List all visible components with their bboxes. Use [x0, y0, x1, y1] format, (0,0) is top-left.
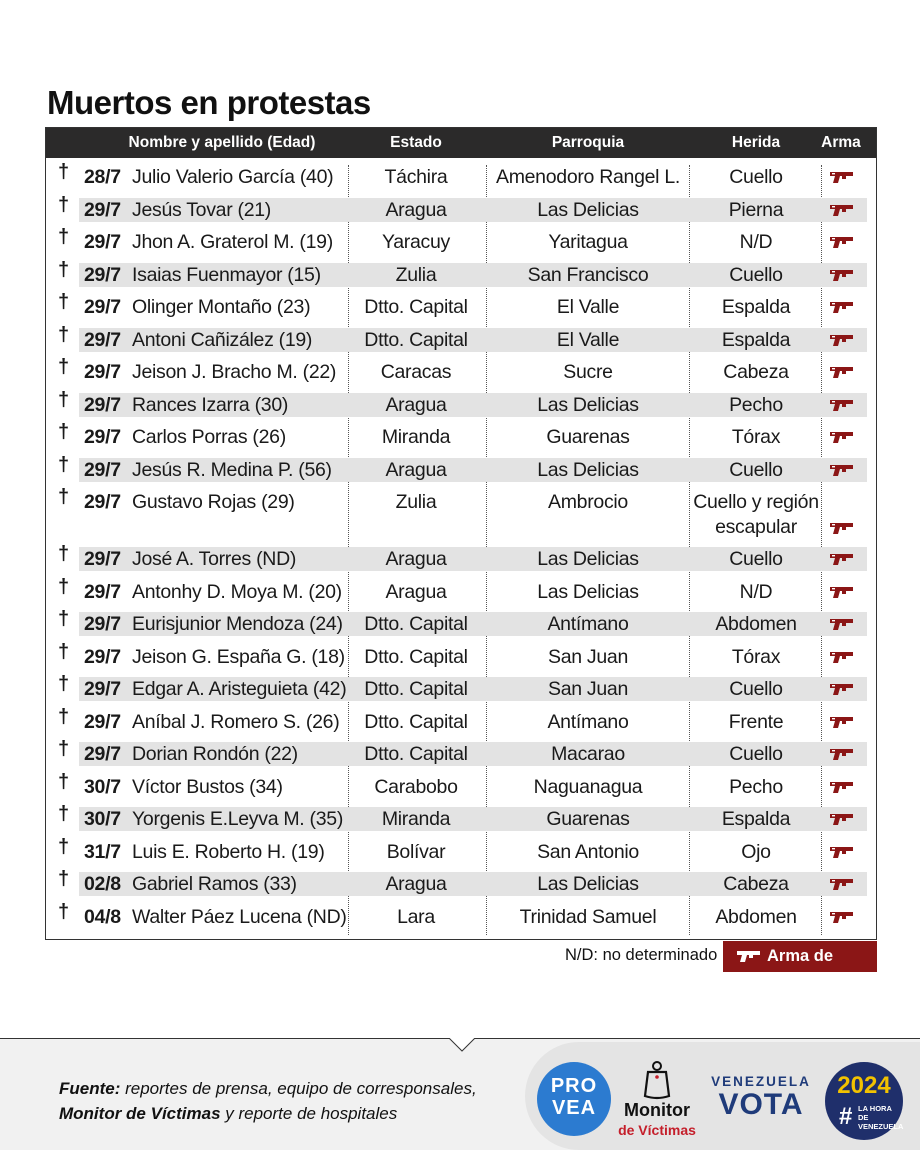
- row-herida: Pecho: [729, 775, 783, 798]
- gun-icon: [829, 910, 855, 924]
- row-date: 29/7: [84, 426, 121, 448]
- row-estado: Dtto. Capital: [364, 645, 468, 668]
- table-row: [46, 770, 876, 808]
- row-parroquia: Las Delicias: [537, 580, 639, 603]
- cross-icon: †: [58, 608, 69, 630]
- gun-icon: [829, 430, 855, 444]
- cross-icon: †: [58, 900, 69, 923]
- la-hora-de-venezuela-logo: 2024 # LA HORA DE VENEZUELA: [825, 1062, 903, 1140]
- gun-icon: [829, 617, 855, 631]
- row-date: 04/8: [84, 905, 121, 928]
- row-estado: Zulia: [395, 491, 437, 513]
- table-row: [46, 608, 876, 645]
- row-estado: Aragua: [385, 873, 447, 895]
- table-row: [46, 575, 876, 613]
- gun-icon: [829, 203, 855, 217]
- row-parroquia: Trinidad Samuel: [519, 905, 657, 928]
- gun-icon: [829, 552, 855, 566]
- row-date: 29/7: [84, 328, 121, 351]
- gun-icon: [829, 682, 855, 696]
- row-herida: Espalda: [721, 328, 791, 351]
- header-name: Nombre y apellido (Edad): [128, 134, 316, 151]
- gun-icon: [829, 333, 855, 347]
- row-parroquia: Antímano: [547, 710, 629, 733]
- row-date: 30/7: [84, 808, 121, 830]
- row-herida: Cuello: [729, 678, 783, 700]
- row-date: 29/7: [84, 678, 121, 700]
- row-estado: Aragua: [385, 458, 447, 481]
- gun-icon: [829, 365, 855, 379]
- row-herida: Cabeza: [723, 361, 789, 383]
- table-row: [46, 193, 876, 231]
- gun-icon: [829, 845, 855, 859]
- row-herida: Cabeza: [723, 873, 789, 895]
- gun-icon: [829, 521, 855, 535]
- row-name: Jeison J. Bracho M. (22): [132, 361, 337, 383]
- row-estado: Zulia: [395, 263, 437, 286]
- row-date: 02/8: [84, 873, 121, 895]
- row-estado: Dtto. Capital: [364, 743, 468, 765]
- table-row: [46, 453, 876, 491]
- row-parroquia: San Francisco: [527, 263, 649, 286]
- venezuela-vota-logo: VENEZUELA VOTA: [711, 1074, 811, 1121]
- cross-icon: †: [58, 258, 69, 281]
- row-parroquia: Guarenas: [546, 808, 630, 830]
- cross-icon: †: [58, 575, 69, 598]
- victims-table: [45, 127, 877, 940]
- row-estado: Aragua: [385, 580, 447, 603]
- row-estado: Lara: [397, 905, 435, 928]
- row-estado: Dtto. Capital: [364, 328, 468, 351]
- row-estado: Yaracuy: [382, 231, 450, 253]
- row-name: Gustavo Rojas (29): [132, 491, 295, 513]
- row-estado: Dtto. Capital: [364, 613, 468, 635]
- gun-icon: [829, 463, 855, 477]
- gun-icon: [829, 268, 855, 282]
- table-row: [46, 356, 876, 393]
- row-parroquia: El Valle: [556, 296, 620, 318]
- row-parroquia: Las Delicias: [537, 873, 639, 895]
- provea-logo: PRO VEA: [537, 1062, 611, 1136]
- gun-icon: [829, 650, 855, 664]
- row-parroquia: Las Delicias: [537, 458, 639, 481]
- row-date: 30/7: [84, 775, 121, 798]
- row-parroquia: San Antonio: [537, 840, 639, 863]
- row-name: Luis E. Roberto H. (19): [132, 840, 325, 863]
- row-herida: Espalda: [721, 296, 791, 318]
- row-herida: Ojo: [741, 840, 771, 863]
- row-estado: Caracas: [380, 361, 452, 383]
- row-name: Dorian Rondón (22): [132, 743, 298, 765]
- row-parroquia: Las Delicias: [537, 198, 639, 221]
- row-estado: Aragua: [385, 393, 447, 416]
- table-row: [46, 421, 876, 458]
- table-row: [46, 291, 876, 328]
- row-herida: Cuello: [729, 458, 783, 481]
- cross-icon: †: [58, 453, 69, 476]
- row-herida: Cuello y región escapular: [693, 491, 819, 538]
- table-row: [46, 388, 876, 426]
- row-name: Julio Valerio García (40): [132, 166, 334, 188]
- monitor-victimas-logo: Monitor de Víctimas: [612, 1058, 702, 1144]
- header-estado: Estado: [390, 134, 442, 151]
- row-estado: Miranda: [381, 426, 451, 448]
- cross-icon: †: [58, 226, 69, 248]
- row-parroquia: Naguanagua: [533, 775, 643, 798]
- row-date: 29/7: [84, 361, 121, 383]
- table-row: [46, 258, 876, 296]
- row-date: 31/7: [84, 840, 121, 863]
- cross-icon: †: [58, 486, 69, 508]
- table-row: [46, 486, 876, 547]
- cross-icon: †: [58, 673, 69, 695]
- gun-icon: [829, 780, 855, 794]
- row-name: Isaias Fuenmayor (15): [132, 263, 321, 286]
- row-herida: Abdomen: [715, 905, 797, 928]
- row-name: Aníbal J. Romero S. (26): [132, 710, 340, 733]
- row-date: 29/7: [84, 645, 121, 668]
- row-name: Gabriel Ramos (33): [132, 873, 297, 895]
- table-row: [46, 161, 876, 198]
- table-row: [46, 705, 876, 743]
- row-date: 29/7: [84, 743, 121, 765]
- row-estado: Aragua: [385, 548, 447, 570]
- row-herida: Espalda: [721, 808, 791, 830]
- table-row: [46, 738, 876, 775]
- row-parroquia: Yaritagua: [548, 231, 628, 253]
- row-herida: Cuello: [729, 548, 783, 570]
- table-row: [46, 900, 876, 938]
- table-row: [46, 673, 876, 710]
- cross-icon: †: [58, 421, 69, 443]
- source-line2: y reporte de hospitales: [220, 1104, 398, 1123]
- row-date: 28/7: [84, 166, 121, 188]
- row-parroquia: Macarao: [551, 743, 625, 765]
- gun-icon: [736, 949, 762, 963]
- header-parroquia: Parroquia: [551, 134, 625, 151]
- row-herida: Cuello: [729, 166, 783, 188]
- row-estado: Táchira: [384, 166, 448, 188]
- row-parroquia: Las Delicias: [537, 548, 639, 570]
- table-header: [46, 128, 876, 158]
- row-name: Antoni Cañizález (19): [132, 328, 313, 351]
- gun-icon: [829, 747, 855, 761]
- source-line1: reportes de prensa, equipo de corresponsales,: [120, 1079, 477, 1098]
- row-parroquia: Antímano: [547, 613, 629, 635]
- row-parroquia: San Juan: [548, 645, 628, 668]
- row-herida: Abdomen: [715, 613, 797, 635]
- row-herida: Tórax: [731, 645, 781, 668]
- row-parroquia: Sucre: [563, 361, 613, 383]
- row-parroquia: Guarenas: [546, 426, 630, 448]
- cross-icon: †: [58, 323, 69, 346]
- row-estado: Miranda: [381, 808, 451, 830]
- table-row: [46, 640, 876, 678]
- row-date: 29/7: [84, 710, 121, 733]
- row-herida: N/D: [739, 580, 773, 603]
- row-date: 29/7: [84, 231, 121, 253]
- row-herida: Pierna: [728, 198, 784, 221]
- row-herida: Cuello: [729, 263, 783, 286]
- row-date: 29/7: [84, 580, 121, 603]
- row-estado: Dtto. Capital: [364, 296, 468, 318]
- cross-icon: †: [58, 738, 69, 760]
- row-name: Antonhy D. Moya M. (20): [132, 580, 342, 603]
- row-name: Jesús Tovar (21): [132, 198, 271, 221]
- gun-icon: [829, 715, 855, 729]
- cross-icon: †: [58, 803, 69, 825]
- cross-icon: †: [58, 640, 69, 663]
- table-row: [46, 835, 876, 873]
- nd-note: N/D: no determinado: [565, 946, 718, 964]
- row-estado: Dtto. Capital: [364, 710, 468, 733]
- row-name: Carlos Porras (26): [132, 426, 286, 448]
- header-herida: Herida: [731, 134, 781, 151]
- cross-icon: †: [58, 356, 69, 378]
- cross-icon: †: [58, 868, 69, 890]
- row-estado: Carabobo: [374, 775, 458, 798]
- row-date: 29/7: [84, 198, 121, 221]
- cross-icon: †: [58, 705, 69, 728]
- row-name: Víctor Bustos (34): [132, 775, 283, 798]
- gun-icon: [829, 877, 855, 891]
- row-date: 29/7: [84, 393, 121, 416]
- gun-icon: [829, 398, 855, 412]
- row-parroquia: Ambrocio: [548, 491, 628, 513]
- row-name: Rances Izarra (30): [132, 393, 289, 416]
- weapon-legend: [723, 941, 877, 996]
- gun-icon: [829, 812, 855, 826]
- row-herida: Tórax: [731, 426, 781, 448]
- source-label: Fuente:: [59, 1079, 121, 1098]
- gun-icon: [829, 235, 855, 249]
- row-herida: Pecho: [729, 393, 783, 416]
- weapon-legend-label: Arma de fuego: [767, 947, 834, 996]
- row-parroquia: San Juan: [548, 678, 628, 700]
- tag-icon: [640, 1060, 674, 1100]
- cross-icon: †: [58, 835, 69, 858]
- row-date: 29/7: [84, 491, 121, 513]
- row-parroquia: Las Delicias: [537, 393, 639, 416]
- header-arma: Arma: [821, 134, 861, 151]
- row-name: Yorgenis E.Leyva M. (35): [132, 808, 344, 830]
- source-monitor: Monitor de Víctimas: [59, 1104, 221, 1123]
- row-name: Walter Páez Lucena (ND): [132, 905, 347, 928]
- table-row: [46, 226, 876, 263]
- row-name: Edgar A. Aristeguieta (42): [132, 678, 347, 700]
- row-date: 29/7: [84, 548, 121, 570]
- row-estado: Dtto. Capital: [364, 678, 468, 700]
- table-row: [46, 868, 876, 905]
- footer-notch: [449, 1038, 475, 1052]
- row-herida: Cuello: [729, 743, 783, 765]
- cross-icon: †: [58, 543, 69, 565]
- row-name: Olinger Montaño (23): [132, 296, 311, 318]
- row-name: Eurisjunior Mendoza (24): [132, 613, 343, 635]
- cross-icon: †: [58, 291, 69, 313]
- gun-icon: [829, 170, 855, 184]
- table-row: [46, 323, 876, 361]
- row-estado: Bolívar: [386, 840, 446, 863]
- gun-icon: [829, 585, 855, 599]
- table-row: [46, 543, 876, 580]
- cross-icon: †: [58, 161, 69, 183]
- row-parroquia: El Valle: [556, 328, 620, 351]
- row-parroquia: Amenodoro Rangel L.: [495, 166, 680, 188]
- row-herida: Frente: [728, 710, 784, 733]
- row-date: 29/7: [84, 613, 121, 635]
- cross-icon: †: [58, 388, 69, 411]
- page-title: Muertos en protestas: [47, 84, 371, 121]
- row-name: José A. Torres (ND): [132, 548, 297, 570]
- row-herida: N/D: [739, 231, 773, 253]
- row-estado: Aragua: [385, 198, 447, 221]
- row-name: Jhon A. Graterol M. (19): [132, 231, 333, 253]
- source-note: [59, 1076, 477, 1126]
- row-name: Jesús R. Medina P. (56): [132, 458, 332, 481]
- row-date: 29/7: [84, 296, 121, 318]
- row-name: Jeison G. España G. (18): [132, 645, 345, 668]
- cross-icon: †: [58, 193, 69, 216]
- table-row: [46, 803, 876, 840]
- gun-icon: [829, 300, 855, 314]
- cross-icon: †: [58, 770, 69, 793]
- row-date: 29/7: [84, 263, 121, 286]
- row-date: 29/7: [84, 458, 121, 481]
